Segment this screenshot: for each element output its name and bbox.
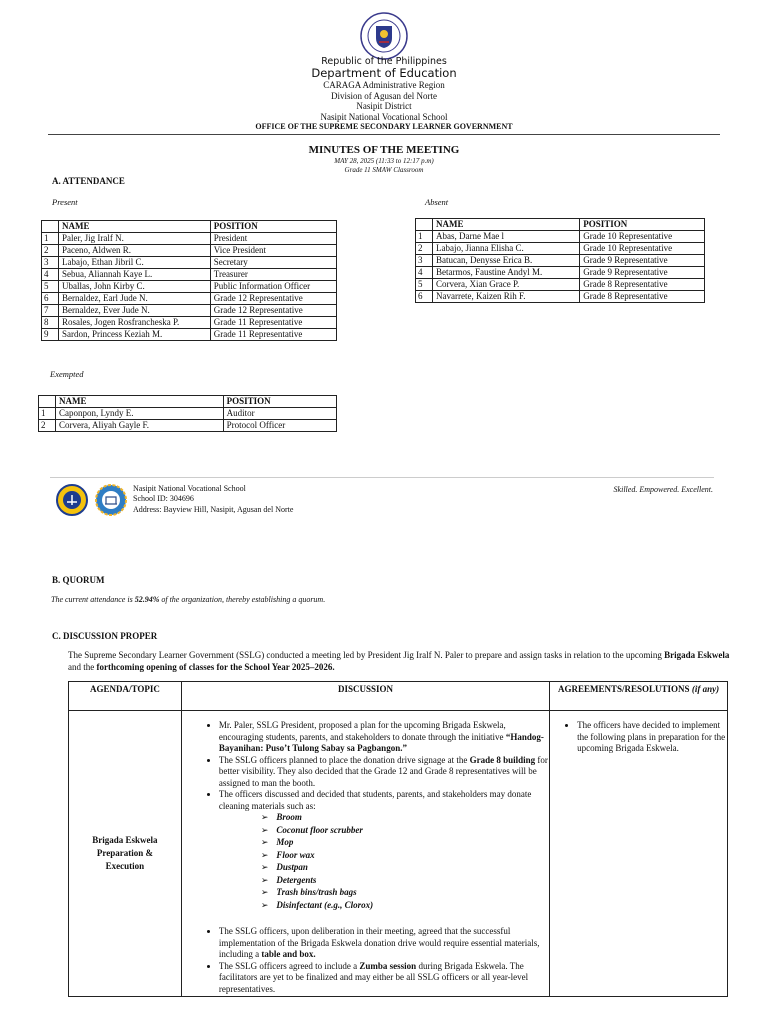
col-agreements [550, 682, 728, 711]
footer-school-name: Nasipit National Vocational School [133, 484, 246, 493]
col-agenda: AGENDA/TOPIC [69, 682, 182, 711]
material-item: ➢ Trash bins/trash bags [261, 887, 548, 900]
meeting-date: MAY 28, 2025 (11:33 to 12:17 p.m) [334, 157, 434, 165]
table-row [416, 279, 705, 291]
item-text: The SSLG officers agreed to include a [218, 960, 360, 971]
col-number [42, 221, 59, 233]
table-row [42, 317, 337, 329]
col-name: NAME [56, 396, 224, 408]
present-table [41, 220, 337, 341]
cell-position: Grade 11 Representative [210, 317, 336, 329]
col-name: NAME [433, 219, 580, 231]
cell-number: 2 [39, 420, 56, 432]
cell-position: Protocol Officer [223, 420, 336, 432]
table-row [416, 243, 705, 255]
cell-number: 4 [42, 269, 59, 281]
quorum-statement [51, 595, 325, 604]
footer-school-id: School ID: 304696 [133, 494, 194, 503]
deped-logo-icon [56, 484, 88, 516]
intro-bold-opening: forthcoming opening of classes for the School Year 2025–2026. [96, 662, 335, 672]
cell-position: Grade 11 Representative [210, 329, 336, 341]
header-school: Nasipit National Vocational School [320, 112, 448, 122]
header-division: Division of Agusan del Norte [331, 91, 437, 101]
absent-label: Absent [425, 197, 449, 207]
item-text: The SSLG officers, upon deliberation in their meeting, agreed that the successful implementation of the Brigada Eskwela donation drive would require essential materials, including a [218, 926, 540, 959]
cell-number: 1 [39, 408, 56, 420]
cell-name: Caponpon, Lyndy E. [56, 408, 224, 420]
quorum-percent: 52.94% [134, 595, 160, 604]
table-row [416, 255, 705, 267]
cell-position: Grade 12 Representative [210, 293, 336, 305]
section-attendance-heading: A. ATTENDANCE [52, 176, 125, 186]
cell-name: Batucan, Denysse Erica B. [433, 255, 580, 267]
item-bold: Grade 8 building [469, 754, 536, 765]
cell-name: Labajo, Jianna Elisha C. [433, 243, 580, 255]
cell-name: Abas, Darne Mae l [433, 231, 580, 243]
footer-address: Address: Bayview Hill, Nasipit, Agusan del Norte [133, 505, 294, 514]
col-discussion: DISCUSSION [181, 682, 549, 711]
quorum-text-after: of the organization, thereby establishing a quorum. [159, 595, 326, 604]
header-district: Nasipit District [356, 101, 412, 111]
item-bold: “Handog-Bayanihan: Puso’t Tulong Sabay sa Pagbangon.” [218, 731, 544, 753]
table-row [42, 281, 337, 293]
list-item: • The officers have decided to implement the following plans in preparation for the upcoming Brigada Eskwela. [577, 720, 726, 755]
intro-text: The Supreme Secondary Learner Government (SSLG) conducted a meeting led by President Jig Iralf N. Paler to prepare and assign tasks in relation to the upcoming [68, 650, 665, 660]
cell-name: Corvera, Aliyah Gayle F. [56, 420, 224, 432]
header-divider [48, 134, 720, 135]
section-quorum-heading: B. QUORUM [52, 575, 105, 585]
list-item [219, 961, 548, 996]
table-row [39, 408, 337, 420]
table-row [416, 267, 705, 279]
meeting-venue: Grade 11 SMAW Classroom [344, 166, 424, 174]
material-item: ➢ Broom [261, 812, 548, 825]
cell-number: 1 [416, 231, 433, 243]
cell-position: Treasurer [210, 269, 336, 281]
header-department: Department of Education [311, 66, 457, 80]
cell-number: 7 [42, 305, 59, 317]
cell-name: Bernaldez, Earl Jude N. [59, 293, 211, 305]
cell-position: Grade 8 Representative [580, 291, 705, 303]
school-logo-icon [95, 484, 127, 516]
item-text: during Brigada Eskwela. The facilitators are yet to be finalized and may either be all SSLG officers or all year-level representatives. [218, 960, 529, 994]
cell-name: Bernaldez, Ever Jude N. [59, 305, 211, 317]
cell-number: 1 [42, 233, 59, 245]
material-item: ➢ Disinfectant (e.g., Clorox) [261, 900, 548, 913]
col-name: NAME [59, 221, 211, 233]
material-item: ➢ Coconut floor scrubber [261, 825, 548, 838]
material-item: ➢ Floor wax [261, 850, 548, 863]
cell-name: Rosales, Jogen Rosfrancheska P. [59, 317, 211, 329]
list-item [219, 755, 548, 790]
cell-number: 3 [42, 257, 59, 269]
list-item [219, 926, 548, 961]
cell-name: Navarrete, Kaizen Rih F. [433, 291, 580, 303]
cell-position: Auditor [223, 408, 336, 420]
material-item: ➢ Mop [261, 837, 548, 850]
table-row [42, 305, 337, 317]
intro-text: and the [68, 662, 97, 672]
exempted-table [38, 395, 337, 432]
cell-position: Grade 9 Representative [580, 255, 705, 267]
cell-number: 9 [42, 329, 59, 341]
present-label: Present [52, 197, 78, 207]
cell-number: 5 [416, 279, 433, 291]
cell-number: 3 [416, 255, 433, 267]
table-header-row [42, 221, 337, 233]
cell-position: Grade 9 Representative [580, 267, 705, 279]
cell-name: Sebua, Aliannah Kaye L. [59, 269, 211, 281]
cell-number: 5 [42, 281, 59, 293]
intro-bold-brigada: Brigada Eskwela [664, 650, 730, 660]
item-text: The SSLG officers planned to place the donation drive signage at the [218, 754, 470, 765]
cell-name: Paceno, Aldwen R. [59, 245, 211, 257]
cell-position: President [210, 233, 336, 245]
absent-table [415, 218, 705, 303]
table-row [42, 245, 337, 257]
col-position: POSITION [223, 396, 336, 408]
footer-divider [50, 477, 714, 478]
table-header-row [69, 682, 728, 711]
cell-number: 6 [42, 293, 59, 305]
cell-name: Labajo, Ethan Jibril C. [59, 257, 211, 269]
discussion-intro [68, 649, 734, 673]
col-position: POSITION [580, 219, 705, 231]
col-agreements-label: AGREEMENTS/RESOLUTIONS [558, 684, 690, 694]
cell-number: 2 [416, 243, 433, 255]
resolution-cell [550, 711, 728, 997]
material-item: ➢ Dustpan [261, 862, 548, 875]
col-position: POSITION [210, 221, 336, 233]
agenda-topic [69, 711, 182, 997]
header-region: CARAGA Administrative Region [323, 80, 445, 90]
deped-seal-icon [360, 12, 408, 60]
cell-position: Grade 10 Representative [580, 231, 705, 243]
table-row [42, 233, 337, 245]
cell-number: 4 [416, 267, 433, 279]
document-title: MINUTES OF THE MEETING [308, 144, 460, 156]
item-text: Mr. Paler, SSLG President, proposed a plan for the upcoming Brigada Eskwela, encouraging students, parents, and stakeholders to donate through the initiative [218, 720, 506, 742]
list-item [219, 789, 548, 912]
cell-number: 8 [42, 317, 59, 329]
header-republic: Republic of the Philippines [321, 56, 447, 67]
table-row [42, 293, 337, 305]
cell-name: Betarmos, Faustine Andyl M. [433, 267, 580, 279]
table-row [69, 711, 728, 997]
section-discussion-heading: C. DISCUSSION PROPER [52, 631, 158, 641]
table-row [416, 291, 705, 303]
exempted-label: Exempted [50, 369, 84, 379]
cell-name: Uballas, John Kirby C. [59, 281, 211, 293]
table-row [42, 257, 337, 269]
discussion-table [68, 681, 728, 997]
footer-tagline: Skilled. Empowered. Excellent. [613, 485, 713, 494]
cell-position: Grade 10 Representative [580, 243, 705, 255]
cell-position: Vice President [210, 245, 336, 257]
item-text: for better visibility. They also decided that the Grade 12 and Grade 8 representatives will be assigned to man the booth. [218, 754, 548, 788]
agenda-text: Brigada Eskwela Preparation & Execution [92, 835, 158, 871]
materials-list [219, 812, 548, 912]
item-text: The officers discussed and decided that students, parents, and stakeholders may donate cleaning materials such as: [218, 789, 532, 811]
cell-position: Grade 12 Representative [210, 305, 336, 317]
material-item: ➢ Detergents [261, 875, 548, 888]
table-header-row [39, 396, 337, 408]
table-row [42, 329, 337, 341]
list-item [219, 720, 548, 755]
quorum-text-before: The current attendance is [51, 595, 135, 604]
table-header-row [416, 219, 705, 231]
item-bold: Zumba session [359, 960, 417, 971]
header-office: OFFICE OF THE SUPREME SECONDARY LEARNER GOVERNMENT [255, 122, 513, 131]
cell-position: Public Information Officer [210, 281, 336, 293]
table-row [39, 420, 337, 432]
cell-number: 2 [42, 245, 59, 257]
cell-position: Grade 8 Representative [580, 279, 705, 291]
cell-name: Corvera, Xian Grace P. [433, 279, 580, 291]
col-number [416, 219, 433, 231]
table-row [416, 231, 705, 243]
cell-position: Secretary [210, 257, 336, 269]
cell-number: 6 [416, 291, 433, 303]
item-bold: table and box. [261, 949, 316, 959]
col-agreements-note: (if any) [691, 684, 720, 694]
cell-name: Sardon, Princess Keziah M. [59, 329, 211, 341]
col-number [39, 396, 56, 408]
discussion-cell [181, 711, 549, 997]
table-row [42, 269, 337, 281]
cell-name: Paler, Jig Iralf N. [59, 233, 211, 245]
